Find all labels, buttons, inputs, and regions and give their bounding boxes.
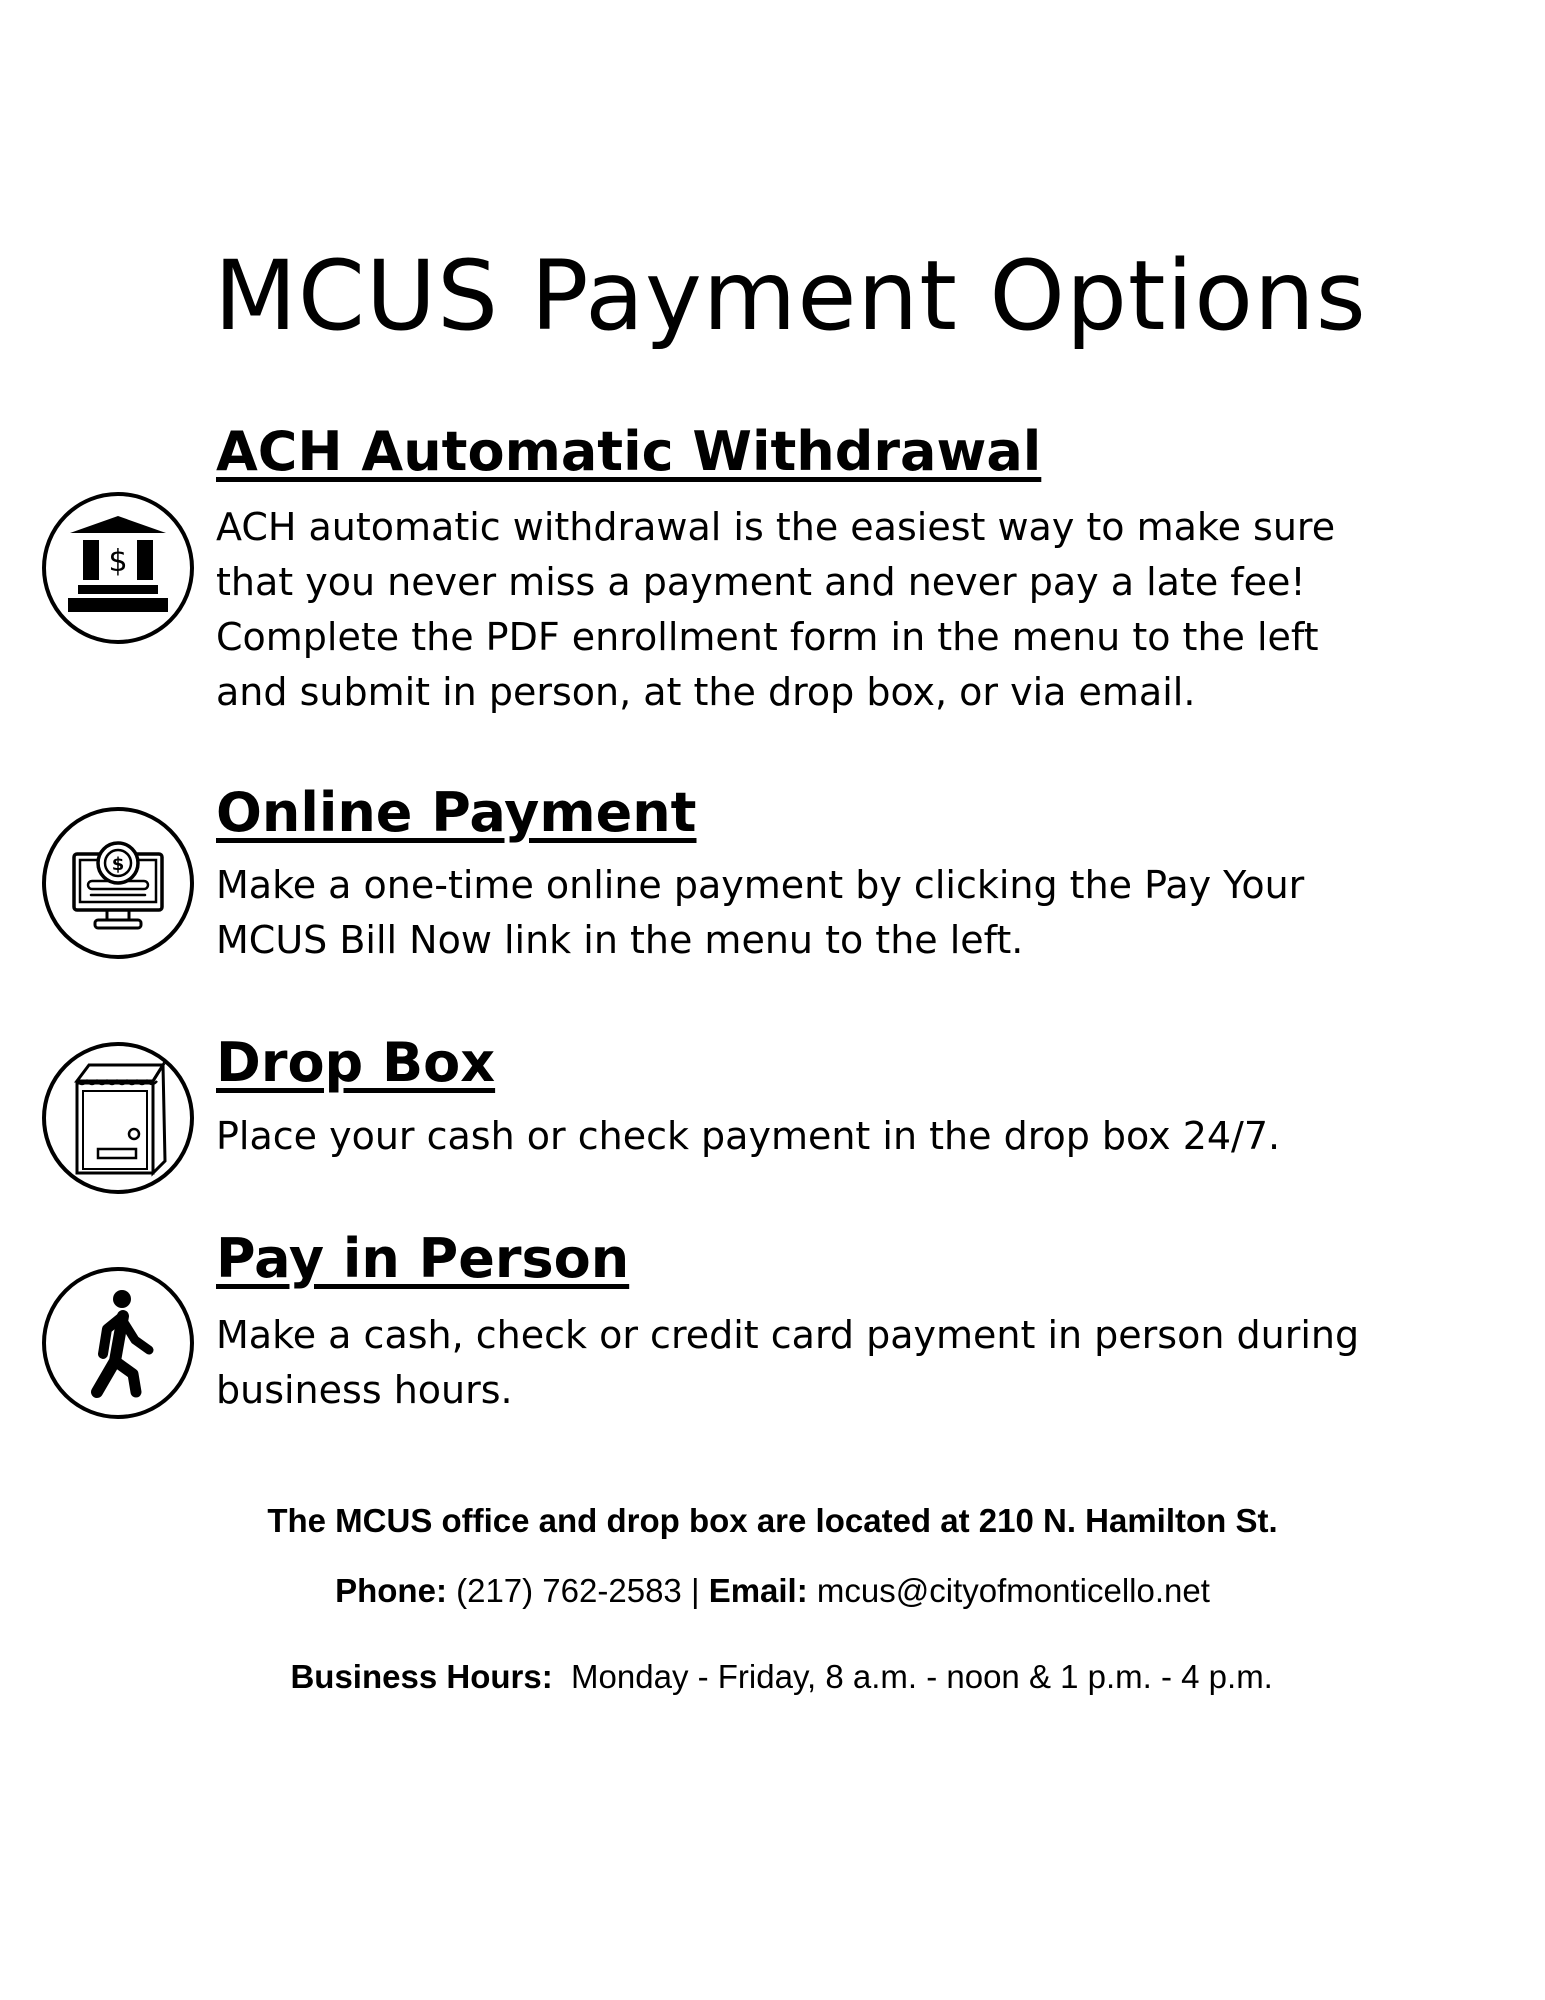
hours-value: Monday - Friday, 8 a.m. - noon & 1 p.m. - 4 p.m.	[552, 1658, 1273, 1695]
body-line: that you never miss a payment and never pay a late fee!	[216, 560, 1306, 604]
email-label: Email:	[708, 1572, 808, 1609]
phone-value: (217) 762-2583 |	[446, 1572, 709, 1609]
body-line: and submit in person, at the drop box, or via email.	[216, 670, 1196, 714]
hours-label: Business Hours:	[290, 1658, 553, 1695]
body-line: MCUS Bill Now link in the menu to the left.	[216, 918, 1024, 962]
computer-payment-icon	[41, 806, 195, 960]
walking-person-icon	[41, 1266, 195, 1420]
body-line: business hours.	[216, 1368, 513, 1412]
section-heading-online: Online Payment	[216, 781, 697, 844]
body-line: Make a one-time online payment by clicking the Pay Your	[216, 863, 1305, 907]
body-line: ACH automatic withdrawal is the easiest way to make sure	[216, 505, 1336, 549]
drop-box-icon	[41, 1041, 195, 1195]
section-heading-ach: ACH Automatic Withdrawal	[216, 420, 1042, 483]
body-line: Place your cash or check payment in the drop box 24/7.	[216, 1114, 1281, 1158]
section-body-online	[216, 858, 1304, 968]
svg-text:$: $	[111, 854, 125, 875]
section-body-in-person	[216, 1308, 1359, 1418]
page-title: MCUS Payment Options	[214, 240, 1367, 352]
svg-text:$: $	[108, 544, 128, 579]
body-line: Complete the PDF enrollment form in the menu to the left	[216, 615, 1319, 659]
office-location: The MCUS office and drop box are located at 210 N. Hamilton St.	[267, 1502, 1278, 1539]
section-heading-dropbox: Drop Box	[216, 1031, 496, 1094]
bank-icon	[41, 491, 195, 645]
section-body-ach	[216, 500, 1335, 720]
email-value[interactable]: mcus@cityofmonticello.net	[807, 1572, 1210, 1609]
body-line: Make a cash, check or credit card payment in person during	[216, 1313, 1360, 1357]
business-hours	[0, 1620, 1545, 1696]
section-heading-in-person: Pay in Person	[216, 1227, 630, 1290]
contact-line	[0, 1572, 1545, 1610]
phone-label: Phone:	[335, 1572, 447, 1609]
section-body-dropbox	[216, 1109, 1280, 1164]
